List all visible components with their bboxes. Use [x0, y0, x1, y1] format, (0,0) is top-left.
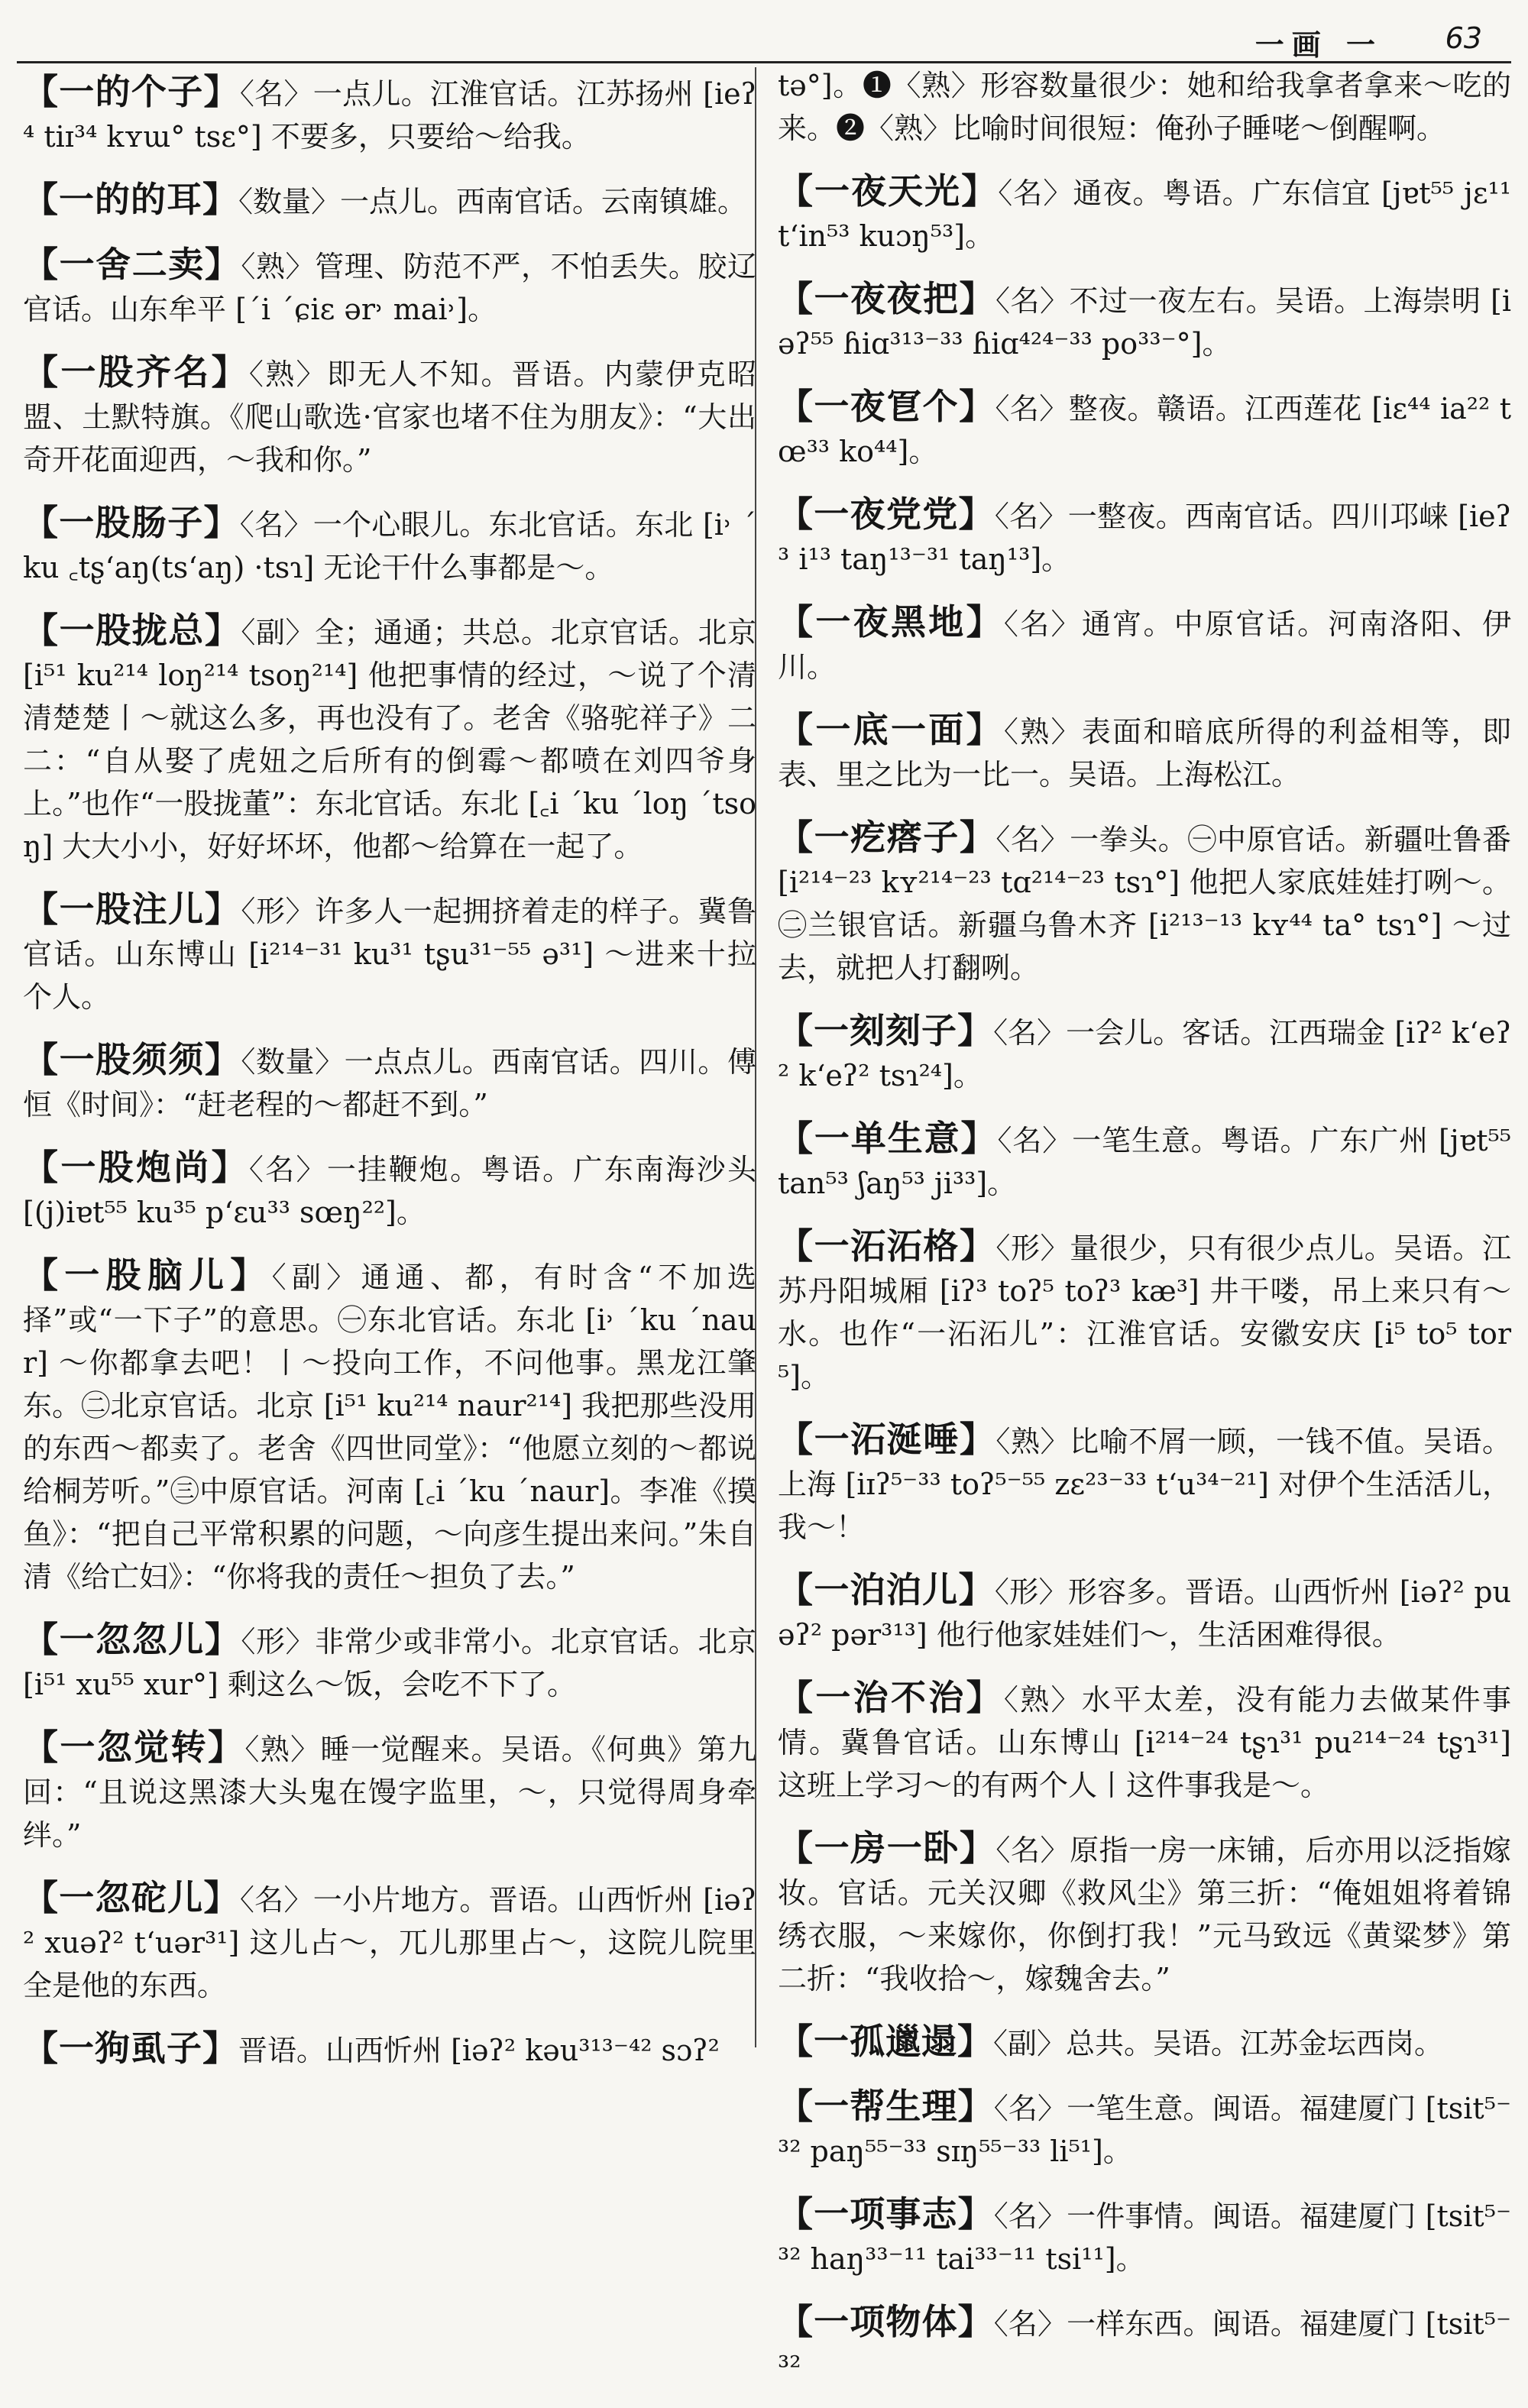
dictionary-entry: [23, 609, 756, 868]
right-column: [778, 70, 1511, 2408]
entry-headword: 【一忽忽儿】: [23, 1619, 241, 1660]
dictionary-entry: [778, 385, 1511, 473]
header-rule: [17, 61, 1511, 63]
entry-headword: 【一狗虱子】: [23, 2028, 238, 2069]
entry-headword: 【一股齐名】: [23, 351, 249, 393]
entry-definition: 〈名〉一小片地方。晋语。山西忻州 [iəʔ² xuəʔ² tʻuər³¹] 这儿占～，兀儿那里占～，这院儿院里全是他的东西。: [23, 1883, 757, 2002]
entry-headword: 【一疙瘩子】: [778, 817, 996, 858]
entry-definition: 〈熟〉即无人不知。晋语。内蒙伊克昭盟、土默特旗。《爬山歌选·官家也堵不住为朋友》：“大出奇开花面迎西，～我和你。”: [23, 358, 756, 477]
dictionary-entry: [778, 170, 1511, 257]
dictionary-entry: [23, 351, 756, 481]
dictionary-entry: [23, 1726, 756, 1856]
entry-definition: 〈名〉一挂鞭炮。粤语。广东南海沙头 [(j)iɐt⁵⁵ ku³⁵ pʻɛu³³ sœŋ²²]。: [23, 1153, 756, 1229]
entry-headword: 【一的个子】: [23, 71, 240, 112]
entry-definition: 〈名〉通宵。中原官话。河南洛阳、伊川。: [778, 607, 1511, 684]
entry-headword: 【一沰涎唾】: [778, 1419, 996, 1460]
entry-definition: 〈形〉形容多。晋语。山西忻州 [iəʔ² puəʔ² pər³¹³] 他行他家娃娃们～，生活困难得很。: [778, 1575, 1511, 1652]
entry-definition: 〈名〉一样东西。闽语。福建厦门 [tsit⁵⁻³²: [778, 2307, 1511, 2384]
entry-definition: 〈熟〉水平太差，没有能力去做某件事情。冀鲁官话。山东博山 [i²¹⁴⁻²⁴ tʂɿ³¹ pu²¹⁴⁻²⁴ tʂɿ³¹] 这班上学习～的有两个人丨这件事我是～。: [778, 1683, 1511, 1802]
entry-headword: 【一的的耳】: [23, 179, 238, 220]
dictionary-entry: [23, 70, 756, 158]
entry-headword: 【一项事志】: [778, 2193, 994, 2235]
entry-headword: 【一股拢总】: [23, 610, 241, 651]
entry-headword: 【一股注儿】: [23, 888, 241, 930]
entry-headword: 【一夜党党】: [778, 494, 995, 535]
dictionary-entry: [778, 600, 1511, 688]
dictionary-entry: [23, 1146, 756, 1234]
entry-headword: 【一孤邋遢】: [778, 2021, 993, 2062]
entry-definition: 〈名〉一点儿。江淮官话。江苏扬州 [ieʔ⁴ tiɪ³⁴ kʏɯ° tsɛ°] 不要多，只要给～给我。: [23, 77, 757, 154]
dictionary-entry: [778, 1418, 1511, 1549]
dictionary-entry: [778, 708, 1511, 796]
entry-definition: 〈名〉一整夜。西南官话。四川邛崃 [ieʔ³ i¹³ taŋ¹³⁻³¹ taŋ¹³]。: [778, 500, 1512, 576]
entry-headword: 【一忽觉转】: [23, 1727, 245, 1768]
entry-headword: 【一底一面】: [778, 709, 1004, 750]
entry-headword: 【一股肠子】: [23, 502, 240, 543]
entry-definition: 〈名〉一笔生意。闽语。福建厦门 [tsit⁵⁻³² paŋ⁵⁵⁻³³ sɪŋ⁵⁵⁻³³ li⁵¹]。: [778, 2092, 1511, 2168]
dictionary-entry: [23, 1254, 756, 1598]
entry-headword: 【一房一卧】: [778, 1827, 996, 1869]
entry-definition: 〈副〉通通、都，有时含“不加选择”或“一下子”的意思。㊀东北官话。东北 [i˒ ˊku ˊnaur] ～你都拿去吧！丨～投向工作，不问他事。黑龙江肇东。㊁北京官话。北京 [i⁵¹ ku²¹⁴ naur²¹⁴] 我把那些没用的东西～都卖了。老舍《四世同堂》：“他愿立刻的～都说给桐芳听。”㊂中原官话。河南 [꜀i ˊku ˊnaur]。李准《摸鱼》：“把自己平常积累的问题，～向彦生提出来问。”朱自清《给亡妇》：“你将我的责任～担负了去。”: [23, 1261, 756, 1594]
entry-definition: tə°]。❶〈熟〉形容数量很少：她和给我拿者拿来～吃的来。❷〈熟〉比喻时间很短：俺孙子睡咾～倒醒啊。: [778, 69, 1511, 145]
dictionary-entry: [778, 1827, 1511, 2000]
entry-headword: 【一夜黑地】: [778, 601, 1004, 642]
page-number: 63: [1445, 21, 1482, 55]
entry-definition: 〈名〉通夜。粤语。广东信宜 [jɐt⁵⁵ jɛ¹¹ tʻin⁵³ kuɔŋ⁵³]。: [778, 176, 1511, 253]
entry-headword: 【一泊泊儿】: [778, 1569, 995, 1610]
dictionary-entry: [778, 277, 1511, 365]
entry-definition: 〈熟〉管理、防范不严，不怕丢失。胶辽官话。山东牟平 [ˊi ˊɕiɛ ər˒ mai˒]。: [23, 250, 756, 326]
dictionary-entry: [23, 1876, 756, 2007]
dictionary-entry: [23, 243, 756, 331]
dictionary-entry: [778, 2020, 1511, 2065]
dictionary-entry: [778, 1009, 1511, 1097]
entry-definition: 〈名〉一个心眼儿。东北官话。东北 [i˒ ˊku ꜀tʂʻaŋ(tsʻaŋ) ·tsɿ] 无论干什么事都是～。: [23, 508, 756, 584]
dictionary-entry: [778, 1676, 1511, 1807]
entry-definition: 〈名〉一笔生意。粤语。广东广州 [jɐt⁵⁵ tan⁵³ ʃaŋ⁵³ ji³³]。: [778, 1124, 1511, 1200]
entry-definition: 〈形〉许多人一起拥挤着走的样子。冀鲁官话。山东博山 [i²¹⁴⁻³¹ ku³¹ tʂu³¹⁻⁵⁵ ə³¹] ～进来十拉个人。: [23, 895, 756, 1014]
dictionary-entry: [23, 2027, 756, 2072]
dictionary-entry: [23, 501, 756, 589]
entry-definition: 〈名〉不过一夜左右。吴语。上海崇明 [iəʔ⁵⁵ ɦiɑ³¹³⁻³³ ɦiɑ⁴²⁴⁻³³ po³³⁻°]。: [778, 284, 1511, 361]
entry-headword: 【一股炮尚】: [23, 1147, 249, 1188]
dictionary-entry: [778, 2193, 1511, 2280]
entry-definition: 〈副〉总共。吴语。江苏金坛西岗。: [993, 2027, 1444, 2060]
dictionary-entry: [778, 493, 1511, 581]
entry-definition: 〈数量〉一点点儿。西南官话。四川。傅恒《时间》：“赶老程的～都赶不到。”: [23, 1045, 756, 1121]
entry-definition: 〈名〉一拳头。㊀中原官话。新疆吐鲁番 [i²¹⁴⁻²³ kʏ²¹⁴⁻²³ tɑ²¹⁴⁻²³ tsɿ°] 他把人家底娃娃打咧～。㊁兰银官话。新疆乌鲁木齐 [i²¹³⁻¹³ kʏ⁴⁴ ta° tsɿ°] ～过去，就把人打翻咧。: [778, 823, 1511, 985]
dictionary-entry: [778, 2300, 1511, 2388]
entry-headword: 【一夜天光】: [778, 170, 999, 212]
entry-headword: 【一项物体】: [778, 2301, 994, 2342]
page-header: [46, 21, 1482, 67]
entry-headword: 【一夜夜把】: [778, 278, 995, 319]
running-title: 一画 一: [1254, 28, 1383, 62]
entry-definition: 〈副〉全；通通；共总。北京官话。北京 [i⁵¹ ku²¹⁴ loŋ²¹⁴ tsoŋ²¹⁴] 他把事情的经过，～说了个清清楚楚丨～就这么多，再也没有了。老舍《骆驼祥子》二二：“自从娶了虎妞之后所有的倒霉～都喷在刘四爷身上。”也作“一股拢董”：东北官话。东北 [꜀i ˊku ˊloŋ ˊtsoŋ] 大大小小，好好坏坏，他都～给算在一起了。: [23, 616, 756, 863]
entry-headword: 【一舍二卖】: [23, 244, 241, 285]
entry-headword: 【一股须须】: [23, 1039, 241, 1080]
dictionary-entry: [23, 1038, 756, 1126]
entry-definition: 〈数量〉一点儿。西南官话。云南镇雄。: [238, 185, 747, 218]
entry-headword: 【一刻刻子】: [778, 1010, 994, 1051]
entry-definition: 〈熟〉比喻不屑一顾，一钱不值。吴语。上海 [iɪʔ⁵⁻³³ toʔ⁵⁻⁵⁵ zɛ²³⁻³³ tʻu³⁴⁻²¹] 对伊个生活活儿，我～！: [778, 1425, 1511, 1544]
entry-headword: 【一单生意】: [778, 1118, 998, 1159]
dictionary-entry-continued: [778, 64, 1511, 150]
entry-definition: 〈名〉一件事情。闽语。福建厦门 [tsit⁵⁻³² haŋ³³⁻¹¹ tai³³⁻¹¹ tsi¹¹]。: [778, 2199, 1511, 2276]
entry-headword: 【一忽砣儿】: [23, 1877, 240, 1918]
dictionary-entry: [778, 2085, 1511, 2173]
dictionary-entry: [778, 816, 1511, 989]
left-column: [23, 70, 756, 2092]
entry-definition: 〈熟〉睡一觉醒来。吴语。《何典》第九回：“且说这黑漆大头鬼在馒字监里，～，只觉得周身牵绊。”: [23, 1733, 756, 1852]
dictionary-entry: [23, 1618, 756, 1706]
entry-headword: 【一沰沰格】: [778, 1225, 996, 1267]
entry-definition: 〈形〉量很少，只有很少点儿。吴语。江苏丹阳城厢 [iʔ³ toʔ⁵ toʔ³ kæ³] 井干喽，吊上来只有～水。也作“一沰沰儿”：江淮官话。安徽安庆 [i⁵ to⁵ tor⁵]。: [778, 1232, 1511, 1393]
entry-definition: 〈形〉非常少或非常小。北京官话。北京 [i⁵¹ xu⁵⁵ xur°] 剩这么～饭，会吃不下了。: [23, 1625, 756, 1701]
dictionary-entry: [23, 178, 756, 223]
dictionary-entry: [778, 1117, 1511, 1205]
entry-headword: 【一股脑儿】: [23, 1254, 272, 1296]
entry-headword: 【一帮生理】: [778, 2086, 994, 2127]
entry-headword: 【一夜冟个】: [778, 386, 995, 427]
dictionary-entry: [23, 888, 756, 1018]
dictionary-entry: [778, 1568, 1511, 1656]
dictionary-entry: [778, 1225, 1511, 1398]
entry-definition: 〈熟〉表面和暗底所得的利益相等，即表、里之比为一比一。吴语。上海松江。: [778, 715, 1511, 791]
entry-definition: 〈名〉一会儿。客话。江西瑞金 [iʔ² kʻeʔ² kʻeʔ² tsɿ²⁴]。: [778, 1016, 1511, 1092]
entry-definition: 〈名〉整夜。赣语。江西莲花 [iɛ⁴⁴ ia²² tœ³³ ko⁴⁴]。: [778, 392, 1512, 468]
entry-definition: 晋语。山西忻州 [iəʔ² kəu³¹³⁻⁴² sɔʔ²: [238, 2034, 720, 2067]
entry-definition: 〈名〉原指一房一床铺，后亦用以泛指嫁妆。官话。元关汉卿《救风尘》第三折：“俺姐姐将着锦绣衣服，～来嫁你，你倒打我！”元马致远《黄粱梦》第二折：“我收拾～，嫁魏舍去。”: [778, 1834, 1511, 1995]
entry-headword: 【一治不治】: [778, 1677, 1004, 1718]
